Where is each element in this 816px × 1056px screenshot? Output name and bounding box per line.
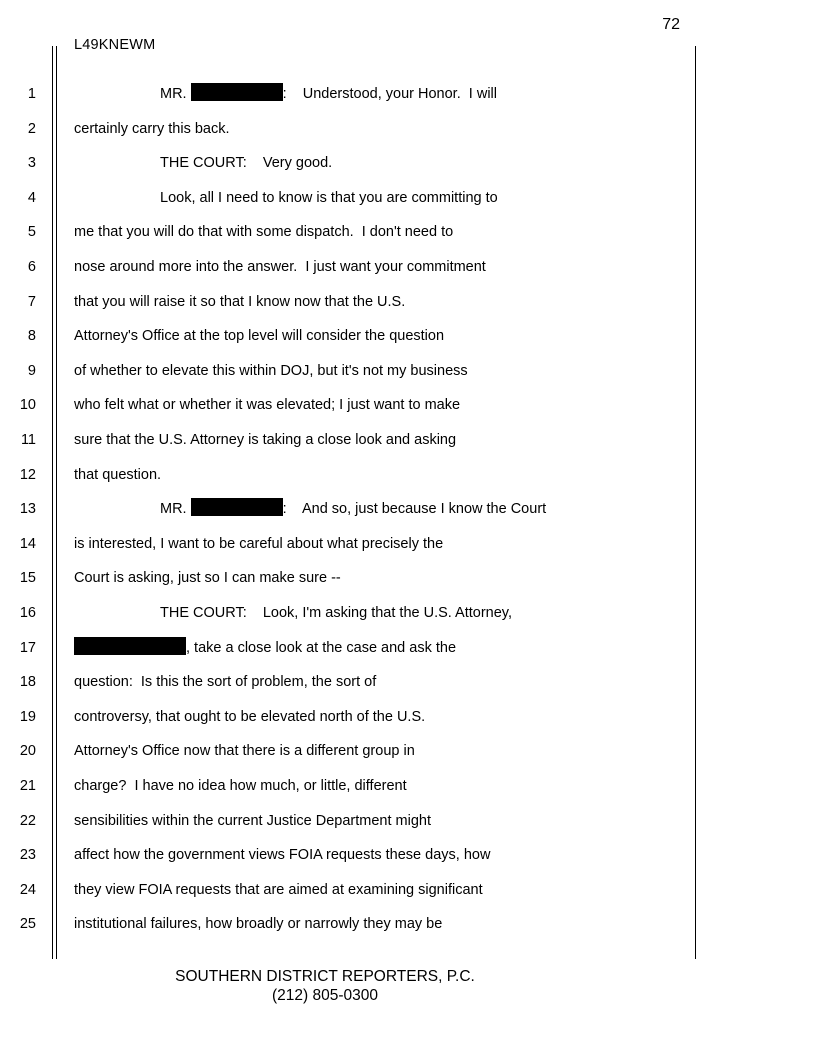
transcript-line <box>0 253 700 281</box>
line-text-segment: , take a close look at the case and ask the <box>186 639 457 656</box>
line-text <box>74 634 456 662</box>
line-text-segment: charge? I have no idea how much, or little, different <box>74 778 407 794</box>
line-text-segment: is interested, I want to be careful about what precisely the <box>74 535 444 552</box>
line-number: 16 <box>19 605 36 621</box>
transcript-line <box>0 495 700 523</box>
transcript-line <box>0 841 700 869</box>
line-text-segment: nose around more into the answer. I just want your commitment <box>74 259 486 275</box>
line-number: 25 <box>19 916 36 933</box>
line-text-segment: question: Is this the sort of problem, the sort of <box>74 674 377 691</box>
line-text-segment: Attorney's Office now that there is a different group in <box>74 743 415 760</box>
line-number: 20 <box>19 743 36 760</box>
line-text <box>160 599 512 627</box>
transcript-line <box>0 115 700 143</box>
transcript-line <box>0 807 700 835</box>
transcript-line <box>0 530 700 558</box>
line-text <box>160 80 497 108</box>
line-number: 17 <box>19 639 36 656</box>
transcript-line <box>0 634 700 662</box>
line-number: 24 <box>19 881 36 898</box>
line-text-segment: sure that the U.S. Attorney is taking a close look and asking <box>74 432 457 448</box>
line-text-segment: they view FOIA requests that are aimed at examining significant <box>74 881 483 898</box>
line-text-segment: that you will raise it so that I know now that the U.S. <box>74 293 406 310</box>
line-number: 6 <box>27 259 36 275</box>
line-number: 22 <box>19 812 36 829</box>
line-text-segment: institutional failures, how broadly or narrowly they may be <box>74 916 443 933</box>
transcript-line <box>0 322 700 350</box>
line-text-segment: Look, all I need to know is that you are committing to <box>160 189 498 206</box>
line-text-segment: that question. <box>74 466 162 483</box>
line-number: 10 <box>19 397 36 414</box>
line-text-segment: MR. <box>160 501 191 518</box>
line-text <box>160 495 546 523</box>
transcript-line <box>0 149 700 177</box>
line-number: 5 <box>27 224 36 241</box>
line-text <box>74 322 444 350</box>
line-text-segment: MR. <box>160 86 191 102</box>
line-text <box>74 218 453 246</box>
transcript-line <box>0 426 700 454</box>
transcript-line <box>0 218 700 246</box>
line-number: 15 <box>19 570 36 587</box>
line-text-segment: certainly carry this back. <box>74 120 230 137</box>
line-text <box>74 841 490 869</box>
transcript-line <box>0 461 700 489</box>
line-number: 14 <box>19 535 36 552</box>
line-text-segment: : And so, just because I know the Court <box>282 501 547 518</box>
line-text-segment: who felt what or whether it was elevated; I just want to make <box>74 397 461 414</box>
line-text <box>74 703 425 731</box>
line-number: 9 <box>27 362 36 379</box>
line-text-segment: sensibilities within the current Justice Department might <box>74 812 432 829</box>
reporter-name: SOUTHERN DISTRICT REPORTERS, P.C. <box>175 968 475 985</box>
line-number: 12 <box>19 466 36 483</box>
transcript-line <box>0 357 700 385</box>
transcript-line <box>0 288 700 316</box>
line-number: 1 <box>27 86 36 102</box>
line-text <box>74 530 443 558</box>
line-number: 19 <box>19 708 36 725</box>
line-text <box>74 115 230 143</box>
transcript-line <box>0 910 700 938</box>
line-text <box>160 184 498 212</box>
line-number: 18 <box>19 674 36 691</box>
reporter-phone: (212) 805-0300 <box>272 987 378 1004</box>
line-text <box>74 288 405 316</box>
case-header: L49KNEWM <box>74 37 156 53</box>
line-text <box>74 564 341 592</box>
page-number: 72 <box>662 16 680 33</box>
line-number: 13 <box>19 501 36 518</box>
line-number: 8 <box>27 328 36 345</box>
line-text <box>74 876 483 904</box>
line-text-segment: : Understood, your Honor. I will <box>282 86 497 102</box>
transcript-line <box>0 391 700 419</box>
line-number: 7 <box>27 293 36 310</box>
line-text <box>74 807 431 835</box>
line-text-segment: Attorney's Office at the top level will consider the question <box>74 328 445 345</box>
line-text <box>74 772 407 800</box>
line-number: 23 <box>19 847 36 864</box>
line-text <box>74 253 486 281</box>
line-text <box>74 426 456 454</box>
line-text-segment: of whether to elevate this within DOJ, but it's not my business <box>74 362 468 379</box>
line-text-segment: Court is asking, just so I can make sure -- <box>74 570 341 587</box>
transcript-line <box>0 184 700 212</box>
line-text-segment: THE COURT: Look, I'm asking that the U.S. Attorney, <box>160 605 512 621</box>
transcript-line <box>0 703 700 731</box>
line-number: 21 <box>19 778 36 794</box>
line-number: 3 <box>27 155 36 172</box>
line-text-segment: affect how the government views FOIA requests these days, how <box>74 847 491 864</box>
transcript-line <box>0 772 700 800</box>
redaction-box <box>191 498 283 516</box>
page-footer <box>0 967 650 1005</box>
line-number: 4 <box>27 189 36 206</box>
redaction-box <box>74 637 186 655</box>
transcript-line <box>0 564 700 592</box>
transcript-line <box>0 737 700 765</box>
line-text <box>74 391 460 419</box>
line-text <box>160 149 332 177</box>
line-number: 2 <box>27 120 36 137</box>
line-text-segment: me that you will do that with some dispatch. I don't need to <box>74 224 454 241</box>
line-text <box>74 668 376 696</box>
line-text <box>74 461 161 489</box>
line-number: 11 <box>20 432 36 448</box>
line-text <box>74 737 415 765</box>
line-text <box>74 357 468 385</box>
line-text <box>74 910 442 938</box>
redaction-box <box>191 83 283 101</box>
line-text-segment: THE COURT: Very good. <box>160 155 333 172</box>
transcript-line <box>0 599 700 627</box>
transcript-line <box>0 876 700 904</box>
line-text-segment: controversy, that ought to be elevated north of the U.S. <box>74 708 426 725</box>
transcript-line <box>0 80 700 108</box>
transcript-line <box>0 668 700 696</box>
